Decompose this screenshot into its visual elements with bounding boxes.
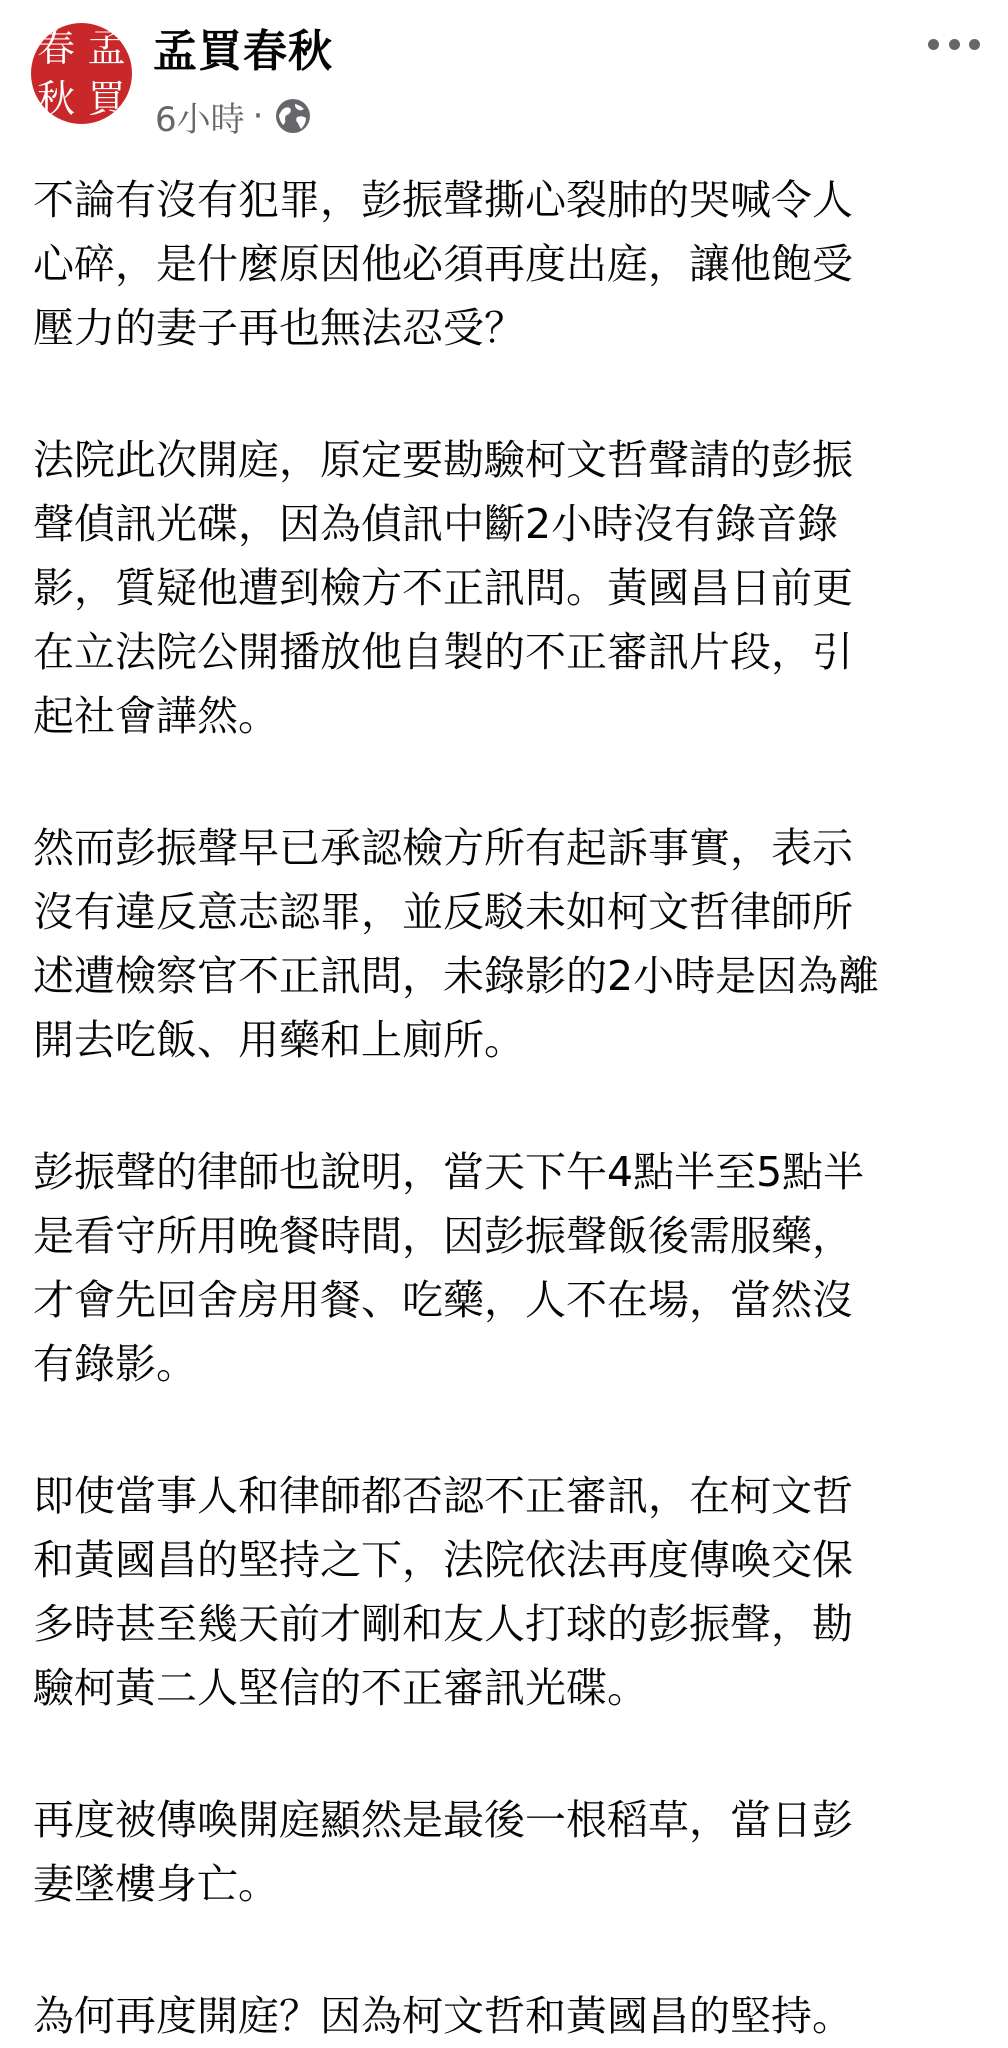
paragraph-line: 有錄影。 [33,1340,197,1388]
post-timestamp[interactable]: 6小時 [155,99,245,140]
paragraph-line: 開去吃飯、用藥和上廁所。 [33,1016,525,1064]
post-paragraph [33,1464,993,1720]
paragraph-line: 妻墜樓身亡。 [33,1860,279,1908]
paragraph-line: 述遭檢察官不正訊問，未錄影的2小時是因為離 [33,952,880,1000]
paragraph-line: 彭振聲的律師也說明，當天下午4點半至5點半 [33,1148,865,1196]
paragraph-line: 再度被傳喚開庭顯然是最後一根稻草，當日彭 [33,1796,853,1844]
post-text [33,168,993,2048]
paragraph-line: 心碎，是什麼原因他必須再度出庭，讓他飽受 [33,240,853,288]
post-paragraph [33,168,993,360]
paragraph-line: 是看守所用晚餐時間，因彭振聲飯後需服藥， [33,1212,853,1260]
paragraph-line: 驗柯黃二人堅信的不正審訊光碟。 [33,1664,648,1712]
globe-icon[interactable] [273,96,313,136]
post-header [0,0,1008,150]
paragraph-line: 即使當事人和律師都否認不正審訊，在柯文哲 [33,1472,853,1520]
avatar-char: 孟 [87,26,126,70]
meta-separator: · [252,96,264,136]
page-name-link[interactable]: 孟買春秋 [153,26,333,77]
paragraph-line: 影，質疑他遭到檢方不正訊問。黃國昌日前更 [33,564,853,612]
more-options-button[interactable] [922,20,986,68]
avatar-char: 秋 [36,76,75,121]
paragraph-line: 沒有違反意志認罪，並反駁未如柯文哲律師所 [33,888,853,936]
paragraph-line: 聲偵訊光碟，因為偵訊中斷2小時沒有錄音錄 [33,500,839,548]
paragraph-line: 法院此次開庭，原定要勘驗柯文哲聲請的彭振 [33,436,853,484]
paragraph-line: 為何再度開庭？因為柯文哲和黃國昌的堅持。 [33,1992,853,2040]
avatar-logo [31,23,132,124]
avatar-char: 春 [36,26,75,70]
post-paragraph [33,1984,993,2048]
post-meta [155,92,313,140]
post-paragraph [33,428,993,748]
paragraph-line: 多時甚至幾天前才剛和友人打球的彭振聲，勘 [33,1600,853,1648]
paragraph-line: 和黃國昌的堅持之下，法院依法再度傳喚交保 [33,1536,853,1584]
paragraph-line: 然而彭振聲早已承認檢方所有起訴事實，表示 [33,824,853,872]
page-avatar[interactable] [31,23,132,124]
paragraph-line: 在立法院公開播放他自製的不正審訊片段，引 [33,628,853,676]
more-dots-icon [949,39,960,50]
paragraph-line: 起社會譁然。 [33,692,279,740]
post-paragraph [33,1788,993,1916]
post-paragraph [33,1140,993,1396]
paragraph-line: 才會先回舍房用餐、吃藥，人不在場，當然沒 [33,1276,853,1324]
avatar-char: 買 [87,76,126,121]
paragraph-line: 壓力的妻子再也無法忍受？ [33,304,525,352]
more-dots-icon [928,39,939,50]
paragraph-line: 不論有沒有犯罪，彭振聲撕心裂肺的哭喊令人 [33,176,853,224]
post-paragraph [33,816,993,1072]
more-dots-icon [969,39,980,50]
